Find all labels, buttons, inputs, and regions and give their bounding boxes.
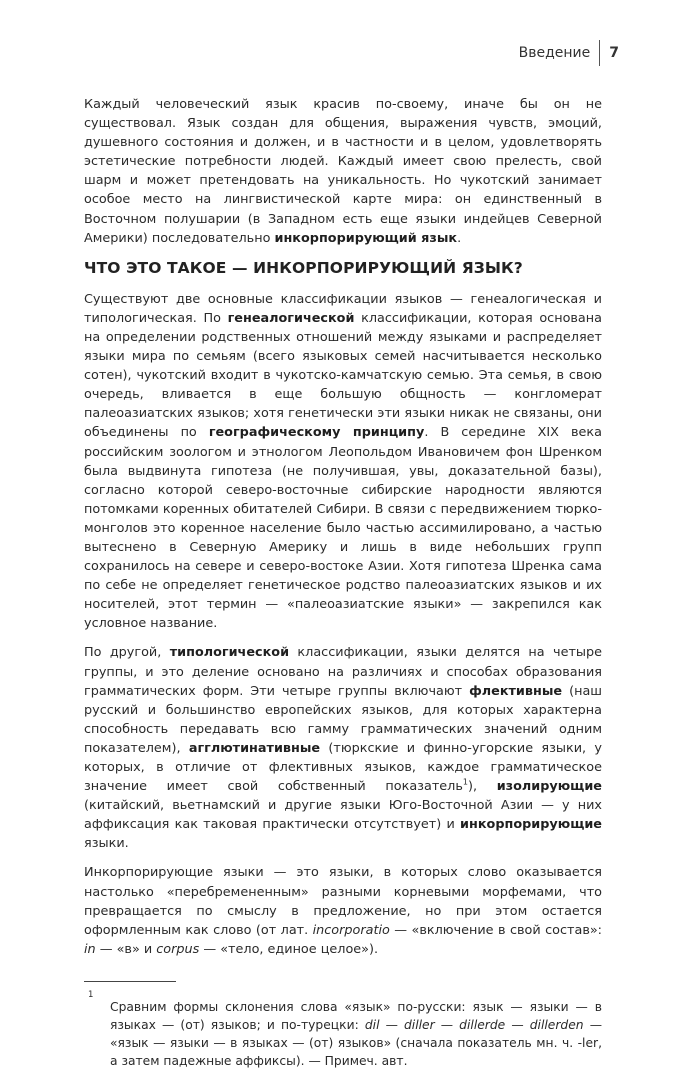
section-heading: ЧТО ЭТО ТАКОЕ — ИНКОРПОРИРУЮЩИЙ ЯЗЫК? bbox=[84, 258, 523, 277]
paragraph-incorporating bbox=[84, 863, 602, 958]
text-run: Существуют две основные классификации языков — генеалогическая и типологическая. По bbox=[84, 291, 602, 326]
intro-paragraph bbox=[84, 95, 602, 248]
text-run: Инкорпорирующие языки — это языки, в которых слово оказывается настолько «перебремененным» разными корневыми морфемами, что превращается по смыслу в предложение, но при этом остается оформленным как слово (от лат. bbox=[84, 865, 602, 938]
bold-term: агглютинативные bbox=[188, 740, 321, 756]
header-divider bbox=[599, 40, 600, 66]
footnote: 1 Сравним формы склонения слова «язык» по-русски: язык — языки — в языках — (от) языков; и по-турецки: dil — diller — dillerde — dillerden — «язык — языки — в языках — (от) языков» (сначала показатель мн. ч. -ler, а затем падежные аффиксы). — Примеч. авт. bbox=[88, 989, 602, 1068]
latin-term: corpus bbox=[156, 941, 200, 957]
latin-term: incorporatio bbox=[312, 922, 390, 938]
page-number: 7 bbox=[609, 45, 619, 61]
footnote-reference[interactable]: 1 bbox=[462, 777, 468, 787]
text-run: (тюркские и финно-угорские языки, у которых, в отличие от флективных языков, каждое грамматическое значение имеет свой собственный показатель bbox=[84, 740, 603, 795]
text-run: По другой, bbox=[84, 645, 170, 661]
bold-term: генеалогической bbox=[227, 310, 355, 326]
bold-term: флективные bbox=[469, 683, 563, 699]
section-title: Введение bbox=[518, 45, 591, 61]
latin-term: in bbox=[84, 941, 96, 957]
bold-term: географическому принципу bbox=[208, 425, 425, 441]
paragraph-typological bbox=[84, 643, 602, 853]
text-run: классификации, которая основана на определении родственных отношений между языками и распределяет языки мира по семьям (всего языковых семей насчитывается несколько сотен), чукотский входит в чукотско-камчатскую семью. Эта семья, в свою очередь, вливается в еще большую общность — конгломерат палеоазиатских языков; хотя генетически эти языки никак не связаны, они объединены по bbox=[84, 310, 602, 441]
text-run: — «тело, единое целое»). bbox=[199, 941, 379, 957]
text-run: языки. bbox=[84, 836, 129, 852]
text-run: Каждый человеческий язык красив по-своему, иначе бы он не существовал. Язык создан для общения, выражения чувств, эмоций, душевного состояния и должен, и в частности и в целом, удовлетворять эстетические потребности людей. Каждый имеет свою прелесть, свой шарм и может претендовать на уникальность. Но чукотский занимает особое место на лингвистической карте мира: он единственный в Восточном полушарии (в Западном есть еще языки индейцев Северной Америки) последовательно bbox=[84, 97, 602, 246]
running-header bbox=[519, 40, 619, 66]
bold-term: изолирующие bbox=[496, 779, 602, 795]
footnote-divider bbox=[84, 981, 176, 982]
text-run: . В середине XIX века российским зоологом и этнологом Леопольдом Ивановичем фон Шренком была выдвинута гипотеза (не получившая, увы, доказательной базы), согласно которой северо-восточные сибирские народности являются потомками коренных обитателей Сибири. В связи с передвижением тюрко-монголов это коренное население было частью ассимилировано, а частью вытеснено в Северную Америку и лишь в виде небольших групп сохранилось на севере и северо-востоке Азии. Хотя гипотеза Шренка сама по себе не определяет генетическое родство палеоазиатских языков и их носителей, этот термин — «палеоазиатские языки» — закрепился как условное название. bbox=[84, 425, 602, 632]
bold-term: инкорпорирующие bbox=[460, 817, 602, 833]
bold-term: инкорпорирующий язык bbox=[274, 230, 458, 246]
bold-term: типологической bbox=[169, 645, 290, 661]
text-run: ), bbox=[467, 779, 497, 795]
turkish-forms: dil — diller — dillerde — dillerden bbox=[364, 1017, 584, 1032]
text-run: (китайский, вьетнамский и другие языки Юго-Восточной Азии — у них аффиксация как таковая практически отсутствует) и bbox=[84, 798, 602, 833]
text-run: — «язык — языки — в языках — (от) языков» (сначала показатель мн. ч. -ler, а затем падежные аффиксы). — Примеч. авт. bbox=[110, 1017, 602, 1068]
page-body bbox=[84, 95, 602, 1070]
text-run: — «включение в свой состав»: bbox=[389, 922, 602, 938]
text-run: классификации, языки делятся на четыре группы, и это деление основано на различиях и способах образования грамматических форм. Эти четыре группы включают bbox=[84, 645, 602, 699]
text-run: . bbox=[457, 230, 462, 246]
paragraph-genealogical bbox=[84, 290, 602, 634]
text-run: Сравним формы склонения слова «язык» по-русски: язык — языки — в языках — (от) языков; и по-турецки: bbox=[110, 999, 602, 1032]
text-run: — «в» и bbox=[95, 941, 157, 957]
text-run: (наш русский и большинство европейских языков, для которых характерна способность передавать всю гамму грамматических значений одним показателем), bbox=[84, 683, 602, 756]
